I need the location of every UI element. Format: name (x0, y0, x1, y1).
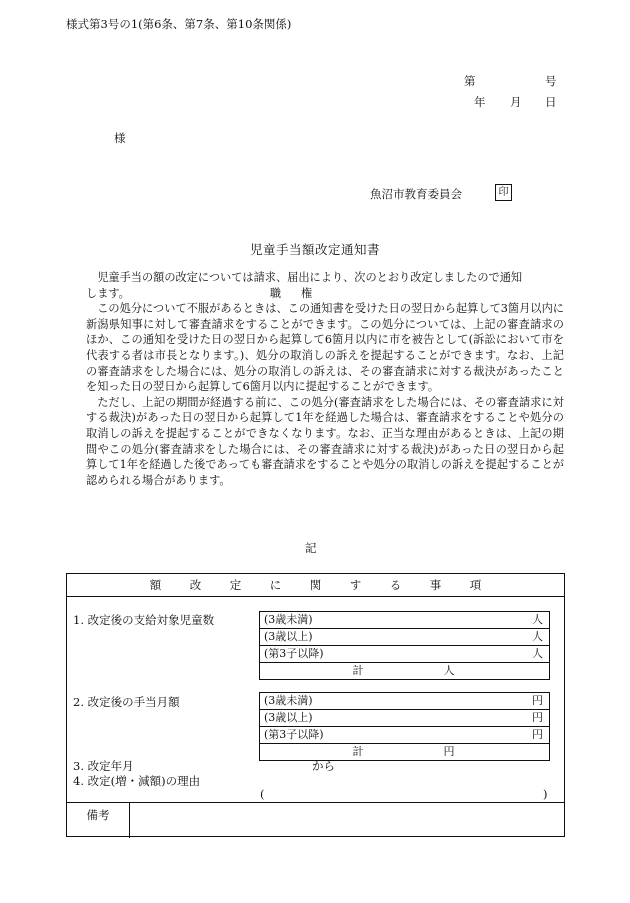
issuer-name: 魚沼市教育委員会 (370, 187, 462, 201)
revision-details-table (66, 573, 565, 837)
child-count-total-row: 計 人 (352, 664, 455, 677)
item-2-label: 2. 改定後の手当月額 (73, 695, 180, 709)
child-count-row-third-child: (第3子以降) 人 (260, 646, 549, 663)
amount-row-under-3: (3歳未満) 円 (260, 693, 549, 710)
notice-body (86, 270, 564, 488)
remarks-label: 備考 (67, 803, 130, 838)
ki-heading: 記 (305, 541, 317, 555)
child-count-row-under-3: (3歳未満) 人 (260, 612, 549, 629)
child-count-box (259, 611, 550, 680)
item-4-label: 4. 改定(増・減額)の理由 (73, 774, 201, 788)
document-title: 児童手当額改定通知書 (249, 242, 380, 257)
notice-paragraph-3: ただし、上記の期間が経過する前に、この処分(審査請求をした場合には、その審査請求に対する裁決)があった日の翌日から起算して1年を経過した場合は、審査請求をすることや処分の取消しの訴えを提起することができなくなります。なお、正当な理由があるときは、上記の期間やこの処分(審査請求をした場合には、その審査請求に対する裁決)があった日の翌日から起算して1年を経過した後であっても審査請求をすることや処分の取消しの訴えを提起することが認められる場合があります。 (86, 395, 564, 487)
amount-row-3-and-over: (3歳以上) 円 (260, 710, 549, 727)
remarks-row (67, 802, 564, 838)
addressee-honorific: 様 (114, 131, 126, 145)
date-month-label: 月 (510, 95, 522, 109)
effective-from-label: から (312, 759, 335, 773)
amount-row-third-child: (第3子以降) 円 (260, 727, 549, 744)
notice-paragraph-2: この処分について不服があるときは、この通知書を受けた日の翌日から起算して3箇月以内に新潟県知事に対して審査請求をすることができます。この処分については、上記の審査請求のほか、この通知を受けた日の翌日から起算して6箇月以内に市を被告として(訴訟において市を代表する者は市長となります。)、処分の取消しの訴えを提起することができます。なお、上記の審査請求をした場合には、処分の取消しの訴えは、その審査請求に対する裁決があったことを知った日の翌日から起算して6箇月以内に提起することができます。 (86, 302, 564, 394)
notice-paragraph-1: 児童手当の額の改定については請求、届出により、次のとおり改定しましたので通知 (97, 271, 523, 284)
amount-total-row: 計 円 (352, 745, 455, 758)
post-name: 職権 (269, 286, 333, 300)
monthly-amount-box (259, 692, 550, 761)
form-number: 様式第3号の1(第6条、第7条、第10条関係) (66, 17, 292, 31)
date-year-label: 年 (474, 95, 486, 109)
item-1-label: 1. 改定後の支給対象児童数 (73, 613, 215, 627)
document-number-suffix: 号 (545, 74, 557, 88)
item-3-label: 3. 改定年月 (73, 759, 134, 773)
reason-paren-close: ) (543, 787, 548, 801)
document-number-label: 第 (464, 74, 476, 88)
child-count-row-3-and-over: (3歳以上) 人 (260, 629, 549, 646)
table-header: 額 改 定 に 関 す る 事 項 (67, 574, 564, 597)
notice-paragraph-1-line-2: します。 職権 (86, 286, 333, 300)
date-day-label: 日 (545, 95, 557, 109)
seal-mark: 印 (495, 184, 512, 201)
reason-paren-open: ( (260, 787, 265, 801)
